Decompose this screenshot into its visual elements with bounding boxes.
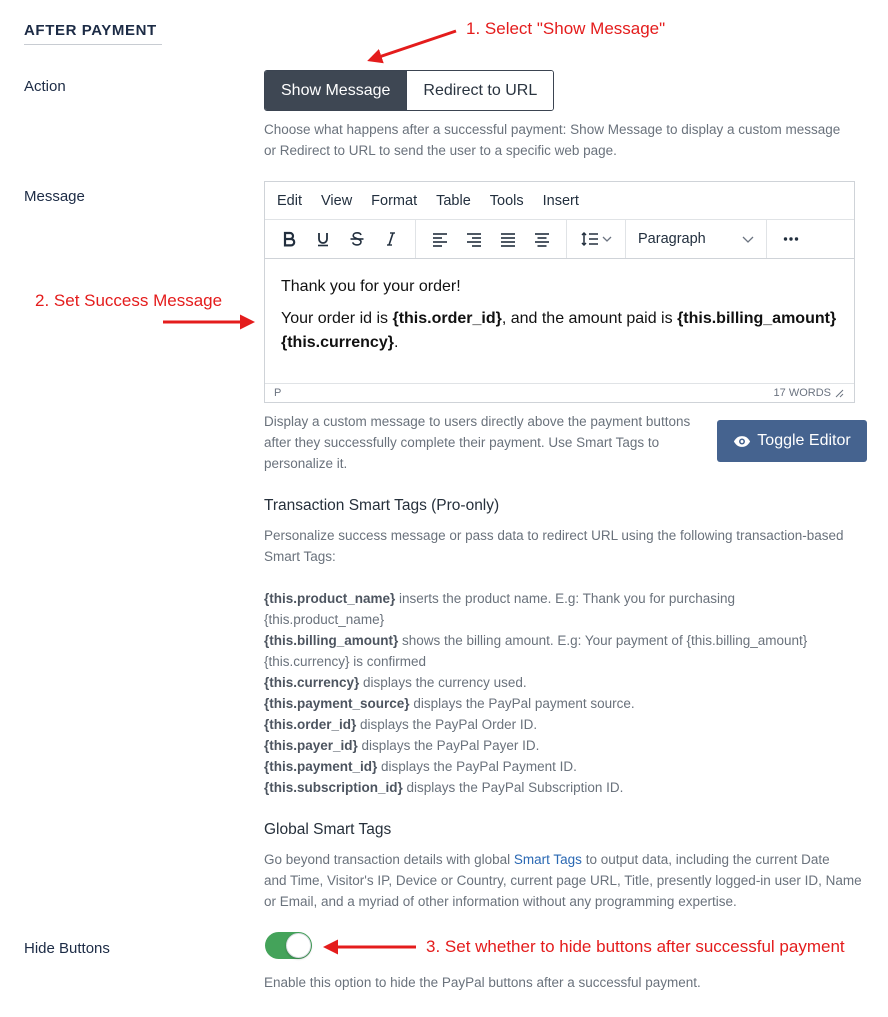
hide-buttons-toggle[interactable] [265,932,312,959]
editor-menubar [265,182,854,220]
editor-toolbar [265,220,854,259]
intro-line: Smart Tags: [264,549,336,564]
format-group [265,220,416,258]
tag-desc: displays the currency used. [359,675,527,690]
global-text: Go beyond transaction details with global [264,852,514,867]
chevron-down-icon [742,233,754,245]
action-label: Action [24,78,66,95]
line-height-icon [580,230,600,248]
align-left-button[interactable] [423,224,457,254]
content-text: Your order id is [281,310,393,327]
toggle-editor-label: Toggle Editor [757,432,851,449]
section-underline [24,44,162,45]
tag-item [264,588,864,630]
tag-item [264,777,864,798]
bold-icon [280,230,298,248]
element-path[interactable]: P [274,387,282,399]
billing-amount-tag: {this.billing_amount} [677,310,837,327]
block-format-value: Paragraph [638,231,706,247]
message-help-line: after they successfully complete their payment. Use Smart Tags to [264,435,660,450]
annotation-step2: 2. Set Success Message [35,291,223,310]
tag-name: {this.currency} [264,675,360,690]
message-help-line: personalize it. [264,456,348,471]
editor-statusbar [265,383,854,402]
tag-item [264,672,864,693]
show-message-option[interactable]: Show Message [265,71,406,110]
message-help-line: Display a custom message to users directly above the payment buttons [264,414,691,429]
tag-item [264,630,864,672]
currency-tag: {this.currency} [281,334,394,351]
tag-desc: shows the billing amount. E.g: Your payment of {this.billing_amount} [398,633,808,648]
menu-view[interactable]: View [321,192,353,209]
tag-desc: inserts the product name. E.g: Thank you for purchasing [395,591,735,606]
smart-tags-link[interactable]: Smart Tags [513,852,582,867]
content-text: . [393,334,399,351]
tag-item [264,756,864,777]
word-count-wrap [774,387,844,399]
line-height-button[interactable] [574,224,618,254]
underline-button[interactable] [306,224,340,254]
align-center-icon [533,230,551,248]
more-icon [782,230,800,248]
message-help [264,411,690,474]
content-text: , and the amount paid is [501,310,678,327]
resize-handle-icon[interactable] [834,388,844,398]
menu-tools[interactable]: Tools [489,192,524,209]
global-text: to output data, including the current Date [581,852,830,867]
action-help-line: Choose what happens after a successful payment: Show Message to display a custom message [264,122,841,137]
block-format-select[interactable] [626,220,767,258]
tag-desc: {this.product_name} [264,612,385,627]
tag-desc: displays the PayPal Subscription ID. [402,780,624,795]
tag-name: {this.payment_source} [264,696,410,711]
eye-icon [733,435,751,448]
arrow-step1 [370,31,456,60]
tag-desc: {this.currency} is confirmed [264,654,427,669]
transaction-tags-intro [264,525,844,567]
tag-name: {this.payment_id} [264,759,378,774]
global-tags-title: Global Smart Tags [264,821,392,838]
transaction-tags-list [264,588,864,798]
message-label: Message [24,188,85,205]
menu-format[interactable]: Format [371,192,418,209]
tag-desc: displays the PayPal payment source. [409,696,635,711]
tag-desc: displays the PayPal Order ID. [356,717,538,732]
order-id-tag: {this.order_id} [392,310,502,327]
global-line: or Email, and a myriad of other information without any programming expertise. [264,894,737,909]
menu-insert[interactable]: Insert [542,192,579,209]
bold-button[interactable] [272,224,306,254]
hide-buttons-help: Enable this option to hide the PayPal buttons after a successful payment. [264,975,701,990]
global-line: and Time, Visitor's IP, Device or Country, current page URL, Title, presently logged-in user ID, Name [264,873,862,888]
global-line [264,849,862,870]
italic-button[interactable] [374,224,408,254]
line-height-group [567,220,626,258]
toggle-knob [286,933,311,958]
message-editor [264,181,855,403]
tag-name: {this.payer_id} [264,738,358,753]
annotation-step3: 3. Set whether to hide buttons after successful payment [426,937,845,956]
toggle-editor-button[interactable] [717,420,867,462]
italic-icon [382,230,400,248]
align-left-icon [431,230,449,248]
chevron-down-icon [602,234,612,244]
tag-name: {this.order_id} [264,717,357,732]
tag-item [264,693,864,714]
align-group [416,220,567,258]
action-help [264,119,840,161]
annotation-step1: 1. Select "Show Message" [466,19,666,38]
tag-item [264,735,864,756]
content-text: Thank you for your order! [281,278,461,295]
menu-edit[interactable]: Edit [277,192,302,209]
content-paragraph [281,275,838,299]
align-justify-button[interactable] [491,224,525,254]
menu-table[interactable]: Table [436,192,471,209]
align-center-button[interactable] [525,224,559,254]
align-justify-icon [499,230,517,248]
tag-item [264,714,864,735]
global-tags-text [264,849,862,912]
content-paragraph [281,307,838,355]
tag-name: {this.product_name} [264,591,396,606]
more-group [767,220,815,258]
word-count[interactable]: 17 WORDS [773,387,831,399]
action-help-line: or Redirect to URL to send the user to a specific web page. [264,143,617,158]
more-button[interactable] [774,224,808,254]
underline-icon [314,230,332,248]
editor-content[interactable] [265,259,854,355]
hide-buttons-label: Hide Buttons [24,940,110,957]
tag-desc: displays the PayPal Payment ID. [377,759,577,774]
tag-desc: displays the PayPal Payer ID. [357,738,540,753]
intro-line: Personalize success message or pass data to redirect URL using the following transaction-based [264,528,844,543]
tag-name: {this.subscription_id} [264,780,403,795]
section-title: AFTER PAYMENT [24,22,157,39]
tag-name: {this.billing_amount} [264,633,399,648]
transaction-tags-title: Transaction Smart Tags (Pro-only) [264,497,500,514]
align-right-icon [465,230,483,248]
strikethrough-button[interactable] [340,224,374,254]
redirect-to-url-option[interactable]: Redirect to URL [406,71,553,110]
align-right-button[interactable] [457,224,491,254]
action-segmented-control [264,70,554,111]
strikethrough-icon [348,230,366,248]
